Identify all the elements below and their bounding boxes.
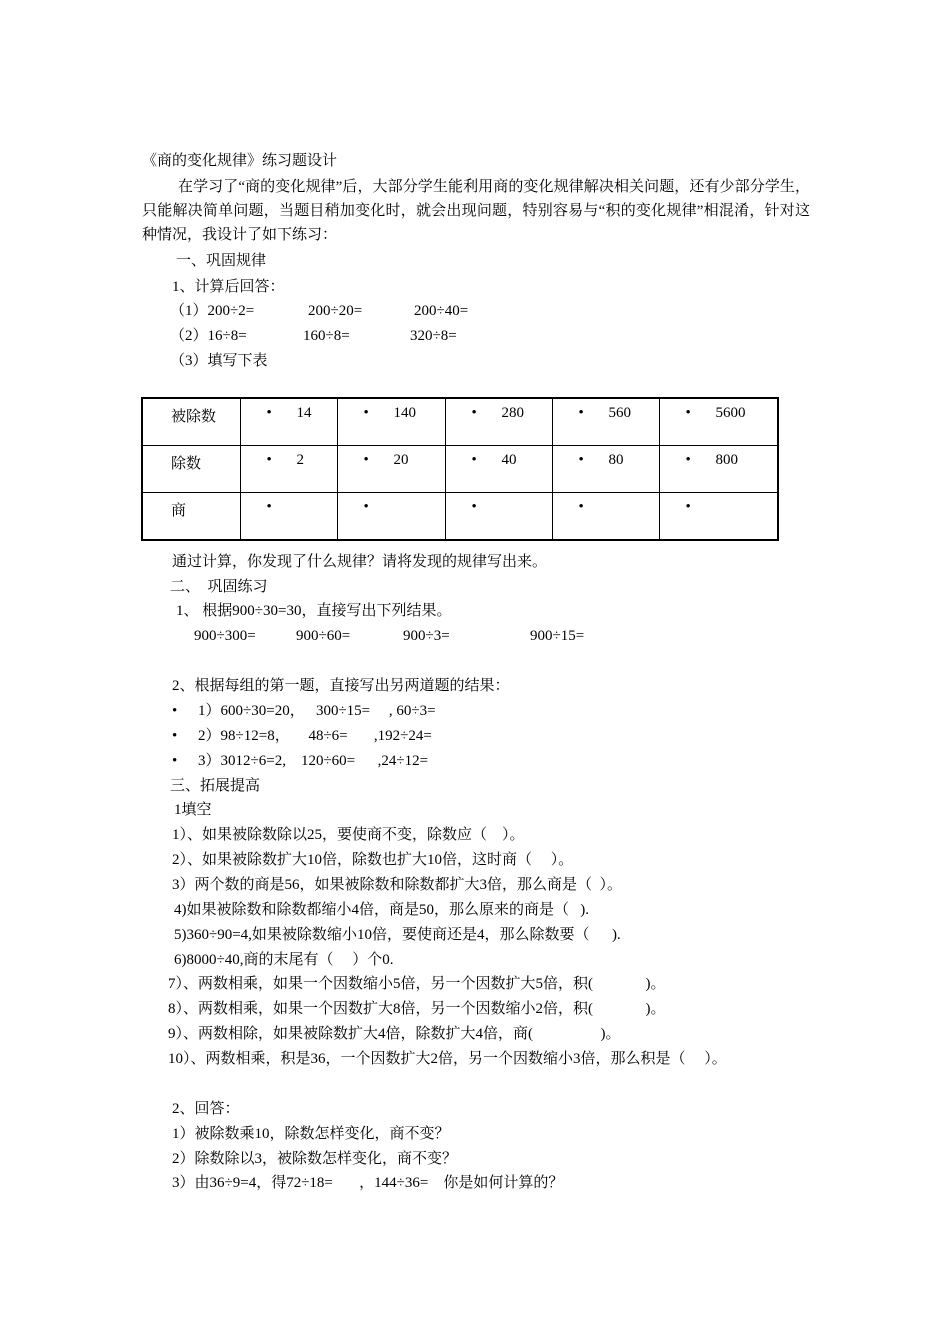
- table-label: 被除数: [142, 398, 240, 446]
- bullet: •: [266, 405, 272, 421]
- section1-row3: （3）填写下表: [170, 353, 268, 369]
- answer-title: 2、回答：: [172, 1101, 240, 1117]
- calc-1-1: （1）200÷2=: [170, 303, 255, 319]
- section2-q1: 1、 根据900÷30=30，直接写出下列结果。: [176, 603, 452, 619]
- q1-item: 900÷300=: [194, 628, 256, 644]
- table-cell[interactable]: [445, 446, 552, 493]
- bullet: •: [578, 405, 584, 421]
- calc-1-3: 200÷40=: [414, 303, 469, 319]
- fill-item: 5)360÷90=4,如果被除数缩小10倍，要使商还是4，那么除数要（ ).: [174, 927, 621, 943]
- quotient-table: [141, 397, 779, 541]
- document-title: 《商的变化规律》练习题设计: [142, 153, 338, 169]
- answer-item: 3）由36÷9=4，得72÷18= ，144÷36= 你是如何计算的？: [172, 1175, 564, 1191]
- table-cell[interactable]: [337, 398, 445, 446]
- cell-value: 20: [393, 452, 409, 468]
- fill-item: 10）、两数相乘，积是36，一个因数扩大2倍，另一个因数缩小3倍，那么积是（ ）。: [168, 1051, 727, 1067]
- answer-item: 2）除数除以3，被除数怎样变化，商不变？: [172, 1151, 458, 1167]
- cell-value: 40: [501, 452, 517, 468]
- section1-question: 通过计算，你发现了什么规律？请将发现的规律写出来。: [172, 554, 548, 570]
- table-row-dividend: [142, 398, 778, 446]
- fill-item: 6)8000÷40,商的末尾有（ ）个0.: [174, 952, 394, 968]
- cell-value: 280: [501, 405, 524, 421]
- table-cell[interactable]: [445, 493, 552, 541]
- q1-item: 900÷15=: [530, 628, 585, 644]
- bullet: •: [363, 452, 369, 468]
- section2-q2: 2、根据每组的第一题，直接写出另两道题的结果：: [172, 678, 510, 694]
- bullet: •: [578, 452, 584, 468]
- bullet: •: [172, 703, 178, 719]
- bullet: •: [685, 499, 691, 515]
- q1-item: 900÷60=: [296, 628, 351, 644]
- table-cell[interactable]: [552, 398, 659, 446]
- section3-heading: 三、拓展提高: [170, 778, 261, 794]
- calc-2-1: （2）16÷8=: [170, 328, 247, 344]
- table-cell[interactable]: [240, 493, 337, 541]
- cell-value: 14: [296, 405, 312, 421]
- cell-value: 560: [608, 405, 631, 421]
- bullet: •: [578, 499, 584, 515]
- calc-2-2: 160÷8=: [303, 328, 350, 344]
- q2-item: 3）3012÷6=2, 120÷60= ,24÷12=: [198, 753, 429, 769]
- cell-value: 2: [296, 452, 304, 468]
- table-cell[interactable]: [240, 446, 337, 493]
- table-row-divisor: [142, 446, 778, 493]
- intro-paragraph: 在学习了“商的变化规律”后，大部分学生能利用商的变化规律解决相关问题，还有少部分学生，只能解决简单问题，当题目稍加变化时，就会出现问题，特别容易与“积的变化规律”相混淆，针对这种情况，我设计了如下练习：: [142, 179, 810, 243]
- fill-item: 9）、两数相除，如果被除数扩大4倍，除数扩大4倍，商( )。: [168, 1026, 621, 1042]
- table-cell[interactable]: [659, 446, 778, 493]
- bullet: •: [685, 452, 691, 468]
- table-label: 除数: [142, 446, 240, 493]
- fill-item: 3）两个数的商是56，如果被除数和除数都扩大3倍，那么商是（ ）。: [172, 877, 623, 893]
- fill-item: 8）、两数相乘，如果一个因数扩大8倍，另一个因数缩小2倍，积( )。: [168, 1001, 666, 1017]
- table-cell[interactable]: [552, 493, 659, 541]
- table-cell[interactable]: [240, 398, 337, 446]
- table-cell[interactable]: [659, 398, 778, 446]
- table-cell[interactable]: [659, 493, 778, 541]
- calc-1-2: 200÷20=: [308, 303, 363, 319]
- fill-title: 1填空: [174, 802, 212, 818]
- bullet: •: [363, 405, 369, 421]
- table-cell[interactable]: [445, 398, 552, 446]
- cell-value: 5600: [715, 405, 746, 421]
- q1-item: 900÷3=: [403, 628, 450, 644]
- answer-item: 1）被除数乘10，除数怎样变化，商不变？: [172, 1126, 450, 1142]
- cell-value: 800: [715, 452, 738, 468]
- table-cell[interactable]: [552, 446, 659, 493]
- fill-item: 2）、如果被除数扩大10倍，除数也扩大10倍，这时商（ ）。: [172, 852, 574, 868]
- table-cell[interactable]: [337, 446, 445, 493]
- section1-heading: 一、巩固规律: [176, 253, 267, 269]
- bullet: •: [172, 753, 178, 769]
- bullet: •: [685, 405, 691, 421]
- table-label: 商: [142, 493, 240, 541]
- section2-heading: 二、 巩固练习: [170, 579, 268, 595]
- bullet: •: [471, 405, 477, 421]
- bullet: •: [471, 499, 477, 515]
- q2-item: 2）98÷12=8， 48÷6= ,192÷24=: [198, 728, 432, 744]
- fill-item: 1）、如果被除数除以25，要使商不变，除数应（ ）。: [172, 827, 525, 843]
- calc-2-3: 320÷8=: [410, 328, 457, 344]
- bullet: •: [266, 452, 272, 468]
- table-row-quotient: [142, 493, 778, 541]
- fill-item: 4)如果被除数和除数都缩小4倍，商是50，那么原来的商是（ ).: [174, 902, 589, 918]
- table-cell[interactable]: [337, 493, 445, 541]
- section1-q1: 1、计算后回答：: [172, 279, 285, 295]
- bullet: •: [172, 728, 178, 744]
- fill-item: 7）、两数相乘，如果一个因数缩小5倍，另一个因数扩大5倍，积( )。: [168, 976, 666, 992]
- bullet: •: [471, 452, 477, 468]
- cell-value: 80: [608, 452, 624, 468]
- cell-value: 140: [393, 405, 416, 421]
- q2-item: 1）600÷30=20， 300÷15= , 60÷3=: [198, 703, 436, 719]
- bullet: •: [363, 499, 369, 515]
- bullet: •: [266, 499, 272, 515]
